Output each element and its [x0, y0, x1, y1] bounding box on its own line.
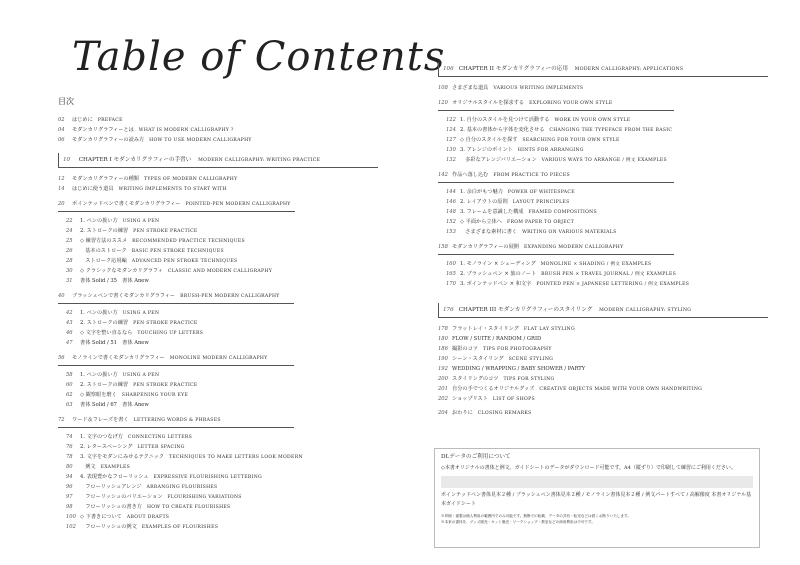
entry-page: 127 — [446, 137, 456, 143]
toc-entry — [58, 135, 378, 145]
toc-entry — [446, 155, 768, 165]
section-title-jp: モノラインで書くモダンカリグラフィー — [72, 355, 165, 361]
download-info-box — [434, 448, 760, 548]
entry-title-jp: ショップリスト — [452, 396, 488, 402]
entry-title-en: FLOURISHING VARIATIONS — [167, 495, 242, 500]
download-description: ◇本書オリジナルの書体と例文、ガイドシートのデータがダウンロード可能です。A4（縦ずり）で印刷して練習にご利用ください。 — [441, 465, 736, 471]
entry-page: 165 — [446, 271, 456, 277]
toc-entry — [66, 400, 378, 410]
entry-title-jp: 2. 基本の書体から字体を変化させる — [460, 127, 545, 133]
entry-title-jp: 例文 — [80, 464, 96, 470]
toc-entry — [66, 502, 378, 512]
entry-page: 97 — [66, 494, 73, 500]
toc-entry — [66, 266, 378, 276]
entry-page: 30 — [66, 268, 73, 274]
entry-title-jp: モダンカリグラフィーとは — [72, 127, 134, 133]
entry-title-en: BRUSH PEN × TRAVEL JOURNAL / 例文 EXAMPLES — [541, 272, 677, 277]
entry-title-en: WRITING IMPLEMENTS TO START WITH — [118, 187, 227, 192]
toc-entry — [66, 482, 378, 492]
entry-title-jp: フローリッシュアレンジ — [80, 484, 142, 490]
entry-title-jp: ◇ 平面から立体へ — [460, 219, 502, 225]
toc-entry — [66, 226, 378, 236]
entry-page: 04 — [58, 127, 65, 133]
entry-title-en: TIPS FOR PHOTOGRAPHY — [482, 347, 552, 352]
section-title-jp: 作品へ落し込む — [452, 172, 489, 178]
entry-page: 96 — [66, 484, 73, 490]
entry-page: 28 — [66, 258, 73, 264]
toc-entry — [66, 390, 378, 400]
entry-title-jp: 書体 Solid / 51 書体 Anew — [80, 340, 149, 346]
entry-page: 132 — [446, 157, 456, 163]
toc-entry — [438, 324, 768, 334]
entry-title-jp: フローリッシュのバリエーション — [80, 494, 163, 500]
entry-title-en: USING A PEN — [122, 311, 160, 316]
left-column — [58, 115, 378, 532]
toc-entry — [446, 217, 768, 227]
download-contents: ポインテッドペン書体見本２種 / ブラッシュペン書体見本２種 / モノライン書体見本２種 / 例文パートすべて / 高解像度 本書オリジナル基本ガイドシート — [441, 492, 752, 507]
toc-entry — [438, 344, 768, 354]
toc-entry — [446, 115, 768, 125]
entry-page: 146 — [446, 199, 456, 205]
toc-entry — [446, 279, 768, 289]
section-title-en: BRUSH-PEN MODERN CALLIGRAPHY — [180, 294, 280, 299]
entry-page: 74 — [66, 434, 73, 440]
download-note-1: ※印刷・複製は個人利用の範囲内でのみ可能です。無断での転載、データの共有・転売などは固くお断りいたします。 — [441, 514, 631, 518]
entry-page: 144 — [446, 189, 456, 195]
section-header — [58, 353, 294, 366]
entry-title-jp: ◇ クラシックなモダンカリグラフィ — [80, 268, 163, 274]
entry-page: 63 — [66, 402, 73, 408]
toc-entry — [66, 338, 378, 348]
entry-title-jp: 2. ストロークの練習 — [80, 228, 129, 234]
entry-page: 31 — [66, 278, 73, 284]
entry-title-jp: 多彩なアレンジバリエーション — [460, 157, 537, 163]
toc-entry — [446, 269, 768, 279]
section-title-en: LETTERING WORDS & PHRASES — [133, 418, 221, 423]
toc-entry — [438, 334, 768, 344]
section-title-jp: ブラッシュペンで書くモダンカリグラフィー — [72, 293, 176, 299]
toc-entry — [438, 364, 768, 374]
entry-title-en: LIST OF SHOPS — [492, 397, 535, 402]
chapter-3-header: 176 CHAPTER III モダンカリグラフィーのスタイリング MODERN CALLIGRAPHY: STYLING — [438, 303, 768, 318]
toc-entry — [446, 125, 768, 135]
section-header — [438, 98, 674, 111]
toc-entry — [58, 184, 378, 194]
entry-page: 06 — [58, 137, 65, 143]
section-page: 20 — [58, 201, 65, 207]
entry-title-en: FRAMED COMPOSITIONS — [528, 210, 597, 215]
entry-title-jp: フローリッシュの書き方 — [80, 504, 142, 510]
entry-title-en: POINTED PEN × JAPANESE LETTERING / 例文 EXAMPLES — [536, 282, 690, 287]
entry-title-jp: はじめに使う道具 — [72, 186, 114, 192]
section-title-en: EXPLORING YOUR OWN STYLE — [529, 101, 613, 106]
entry-title-en: SHARPENING YOUR EYE — [121, 393, 189, 398]
toc-entry — [58, 125, 378, 135]
toc-entry — [66, 462, 378, 472]
toc-entry — [66, 522, 378, 532]
entry-title-en: CLASSIC AND MODERN CALLIGRAPHY — [167, 269, 273, 274]
entry-title-en: SCENE STYLING — [508, 357, 554, 362]
entry-title-en: TIPS FOR STYLING — [503, 377, 555, 382]
entry-title-jp: 2. ブラッシュペン × 旅のノート — [460, 271, 537, 277]
section-header — [438, 170, 674, 183]
section-page: 158 — [438, 244, 448, 250]
toc-entry — [438, 384, 768, 394]
entry-title-jp: さまざまな素材に書く — [460, 229, 518, 235]
entry-title-jp: 1. ペンの扱い方 — [80, 310, 118, 316]
entry-title-jp: フローリッシュの例文 — [80, 524, 137, 530]
entry-page: 78 — [66, 454, 73, 460]
entry-title-en: TECHNIQUES TO MAKE LETTERS LOOK MODERN — [168, 455, 303, 460]
entry-page: 148 — [446, 209, 456, 215]
entry-title-jp: 3. アレンジのポイント — [460, 147, 513, 153]
section-page: 56 — [58, 355, 65, 361]
toc-entry — [66, 256, 378, 266]
entry-page: 60 — [66, 382, 73, 388]
section-header — [58, 291, 294, 304]
toc-entry — [66, 318, 378, 328]
entry-page: 12 — [58, 176, 65, 182]
entry-title-jp: 撮影のコツ — [452, 346, 478, 352]
toc-entry — [66, 472, 378, 482]
toc-entry — [438, 394, 768, 404]
section-page: 40 — [58, 293, 65, 299]
entry-page: 80 — [66, 464, 73, 470]
entry-title-en: WHAT IS MODERN CALLIGRAPHY ? — [138, 128, 234, 133]
entry-title-jp: 自分の手でつくるオリジナルグッズ — [452, 386, 535, 392]
entry-title-en: VARIOUS WAYS TO ARRANGE / 例文 EXAMPLES — [541, 158, 667, 163]
entry-title-en: TYPES OF MODERN CALLIGRAPHY — [143, 177, 238, 182]
entry-title-en: CONNECTING LETTERS — [127, 435, 193, 440]
toc-entry — [66, 276, 378, 286]
toc-entry — [438, 374, 768, 384]
entry-title-jp: FLOW / SUITE / RANDOM / GRID — [452, 336, 542, 342]
entry-title-en: SEARCHING FOR YOUR OWN STYLE — [522, 138, 620, 143]
entry-page: 22 — [66, 218, 73, 224]
entry-title-jp: さまざまな道具 — [452, 85, 489, 91]
entry-title-jp: 1. ペンの扱い方 — [80, 218, 118, 224]
toc-entry — [446, 207, 768, 217]
toc-entry — [66, 442, 378, 452]
closing-entry: 204 おわりに CLOSING REMARKS — [438, 410, 532, 416]
entry-title-jp: 3. 文字をモダンにみせるテクニック — [80, 454, 164, 460]
entry-title-jp: 2. ストロークの練習 — [80, 320, 129, 326]
toc-entry — [66, 370, 378, 380]
entry-page: 98 — [66, 504, 73, 510]
entry-title-jp: 1. 文字のつなげ方 — [80, 434, 123, 440]
entry-title-en: USING A PEN — [122, 373, 160, 378]
entry-title-jp: ◇ 文字を整い直るなら — [80, 330, 133, 336]
entry-page: 152 — [446, 219, 456, 225]
entry-page: 25 — [66, 238, 73, 244]
entry-page: 122 — [446, 117, 456, 123]
page-title: Table of Contents — [72, 34, 446, 80]
entry-title-jp: 1. 自分のスタイルを見つけて活動する — [460, 117, 550, 123]
toc-entry — [66, 452, 378, 462]
entry-title-jp: 2. レイアウトの原則 — [460, 199, 508, 205]
toc-entry — [446, 135, 768, 145]
entry-page: 102 — [66, 524, 76, 530]
section-title-jp: オリジナルスタイルを探求する — [452, 100, 525, 106]
entry-page: 108 — [438, 85, 448, 91]
toc-entry — [66, 328, 378, 338]
section-title-en: MONOLINE MODERN CALLIGRAPHY — [169, 356, 268, 361]
entry-title-jp: 2. レタースペーシング — [80, 444, 133, 450]
entry-page: 46 — [66, 330, 73, 336]
entry-title-jp: モダンカリグラフィーの種類 — [72, 176, 139, 182]
entry-title-en: POWER OF WHITESPACE — [507, 190, 575, 195]
toc-entry — [66, 380, 378, 390]
entry-page: 180 — [438, 336, 448, 342]
chapter-1-header: 10 CHAPTER I モダンカリグラフィーの手習い MODERN CALLIGRAPHY: WRITING PRACTICE — [58, 153, 378, 168]
entry-title-en: HOW TO USE MODERN CALLIGRAPHY — [149, 138, 252, 143]
entry-title-en: EXAMPLES — [100, 465, 131, 470]
section-title-en: EXPANDING MODERN CALLIGRAPHY — [523, 245, 624, 250]
entry-title-jp: 1. 余白がもつ魅力 — [460, 189, 503, 195]
entry-page: 202 — [438, 396, 448, 402]
entry-title-jp: 3. ポインテッドペン × 和文字 — [460, 281, 532, 287]
entry-page: 94 — [66, 474, 73, 480]
entry-title-en: EXAMPLES OF FLOURISHES — [141, 525, 219, 530]
entry-title-en: ADVANCED PEN STROKE TECHNIQUES — [131, 259, 238, 264]
entry-title-en: FLAT LAY STYLING — [523, 327, 575, 332]
entry-page: 42 — [66, 310, 73, 316]
entry-title-en: LETTER SPACING — [137, 445, 185, 450]
toc-entry — [438, 354, 768, 364]
entry-page: 43 — [66, 320, 73, 326]
entry-title-jp: 4. 表現豊かなフローリッシュ — [80, 474, 149, 480]
toc-entry — [66, 216, 378, 226]
entry-title-en: FROM PAPER TO OBJECT — [506, 220, 575, 225]
entry-title-jp: 書体 Solid / 67 書体 Anew — [80, 402, 149, 408]
entry-page: 100 — [66, 514, 76, 520]
entry-page: 130 — [446, 147, 456, 153]
entry-page: 201 — [438, 386, 448, 392]
entry-title-en: MONOLINE × SHADING / 例文 EXAMPLES — [540, 262, 652, 267]
section-page: 120 — [438, 100, 448, 106]
section-title-jp: ワード＆フレーズを書く — [72, 417, 129, 423]
toc-entry — [446, 197, 768, 207]
section-title-en: POINTED-PEN MODERN CALLIGRAPHY — [185, 202, 291, 207]
entry-page: 47 — [66, 340, 73, 346]
entry-title-en: WORK IN YOUR OWN STYLE — [554, 118, 631, 123]
entry-title-en: HOW TO CREATE FLOURISHES — [146, 505, 231, 510]
toc-entry — [446, 259, 768, 269]
section-title-jp: モダンカリグラフィーの展開 — [452, 244, 519, 250]
entry-title-en: ABOUT DRAFTS — [126, 515, 170, 520]
entry-page: 58 — [66, 372, 73, 378]
entry-title-jp: ◇ 観察眼を磨く — [80, 392, 117, 398]
entry-title-en: RECOMMENDED PRACTICE TECHNIQUES — [132, 239, 245, 244]
entry-title-en: PEN STROKE PRACTICE — [133, 229, 198, 234]
entry-title-jp: スタイリングのコツ — [452, 376, 499, 382]
entry-title-en: VARIOUS WRITING IMPLEMENTS — [493, 86, 584, 91]
entry-page: 02 — [58, 117, 65, 123]
entry-page: 170 — [446, 281, 456, 287]
download-note-2: ※本来の書体を、グッズ販売・キット販売・ワークショップ・教室などの商用利用は不可です。 — [441, 520, 595, 524]
toc-entry — [446, 227, 768, 237]
entry-page: 62 — [66, 392, 73, 398]
entry-page: 190 — [438, 356, 448, 362]
toc-entry — [446, 145, 768, 155]
entry-title-jp: 2. ストロークの練習 — [80, 382, 129, 388]
download-url-band — [441, 476, 753, 488]
toc-entry — [438, 83, 768, 93]
entry-title-en: EXPRESSIVE FLOURISHING LETTERING — [153, 475, 263, 480]
entry-title-en: PEN STROKE PRACTICE — [133, 383, 198, 388]
section-header — [438, 242, 674, 255]
entry-page: 160 — [446, 261, 456, 267]
toc-entry — [66, 492, 378, 502]
entry-title-en: TOUCHING UP LETTERS — [137, 331, 204, 336]
entry-title-en: USING A PEN — [122, 219, 160, 224]
entry-title-jp: 1. ペンの扱い方 — [80, 372, 118, 378]
entry-title-en: WRITING ON VARIOUS MATERIALS — [522, 230, 617, 235]
section-header — [58, 199, 295, 212]
entry-title-en: HINTS FOR ARRANGING — [517, 148, 584, 153]
entry-title-jp: ◇ 下書きについて — [80, 514, 122, 520]
entry-title-en: CHANGING THE TYPEFACE FROM THE BASIC — [549, 128, 673, 133]
toc-entry — [66, 246, 378, 256]
entry-title-jp: ◇ 自分のスタイルを探す — [460, 137, 518, 143]
entry-title-jp: シーン・スタイリング — [452, 356, 504, 362]
entry-title-jp: 基本のストローク — [80, 248, 127, 254]
download-heading: DLデータのご利用について — [441, 454, 511, 460]
chapter-2-header: 106 CHAPTER II モダンカリグラフィーの応用 MODERN CALLIGRAPHY: APPLICATIONS — [438, 62, 768, 77]
section-page: 142 — [438, 172, 448, 178]
section-page: 72 — [58, 417, 65, 423]
entry-page: 76 — [66, 444, 73, 450]
section-title-en: FROM PRACTICE TO PIECES — [493, 173, 570, 178]
toc-entry — [58, 115, 378, 125]
entry-page: 153 — [446, 229, 456, 235]
entry-page: 24 — [66, 228, 73, 234]
toc-entry — [446, 187, 768, 197]
entry-title-en: BASIC PEN STROKE TECHNIQUES — [131, 249, 224, 254]
entry-title-jp: 書体 Solid / 35 書体 Anew — [80, 278, 149, 284]
toc-heading: 目次 — [58, 97, 74, 106]
right-column — [438, 62, 768, 418]
toc-entry — [66, 236, 378, 246]
entry-page: 26 — [66, 248, 73, 254]
entry-title-jp: 1. モノライン × シェーディング — [460, 261, 536, 267]
entry-page: 192 — [438, 366, 448, 372]
entry-title-jp: はじめに — [72, 117, 93, 123]
entry-page: 178 — [438, 326, 448, 332]
toc-entry — [66, 308, 378, 318]
entry-title-jp: ◇ 練習方法のススメ — [80, 238, 128, 244]
entry-title-jp: フラットレイ・スタイリング — [452, 326, 519, 332]
entry-title-jp: WEDDING / WRAPPING / BABY SHOWER / PARTY — [452, 366, 586, 372]
entry-page: 200 — [438, 376, 448, 382]
section-title-jp: ポインテッドペンで書くモダンカリグラフィー — [72, 201, 181, 207]
entry-title-en: PEN STROKE PRACTICE — [133, 321, 198, 326]
entry-page: 124 — [446, 127, 456, 133]
entry-title-en: PREFACE — [97, 118, 123, 123]
entry-title-jp: 3. フレームを意識した構成 — [460, 209, 524, 215]
entry-page: 14 — [58, 186, 65, 192]
entry-title-en: CREATIVE OBJECTS MADE WITH YOUR OWN HANDWRITING — [539, 387, 703, 392]
toc-entry — [66, 432, 378, 442]
toc-entry — [58, 174, 378, 184]
toc-entry — [66, 512, 378, 522]
entry-page: 186 — [438, 346, 448, 352]
entry-title-jp: ストローク応用編 — [80, 258, 127, 264]
entry-title-en: ARRANGING FLOURISHES — [146, 485, 218, 490]
section-header — [58, 415, 294, 428]
entry-title-jp: モダンカリグラフィーの読み方 — [72, 137, 145, 143]
entry-title-en: LAYOUT PRINCIPLES — [512, 200, 570, 205]
